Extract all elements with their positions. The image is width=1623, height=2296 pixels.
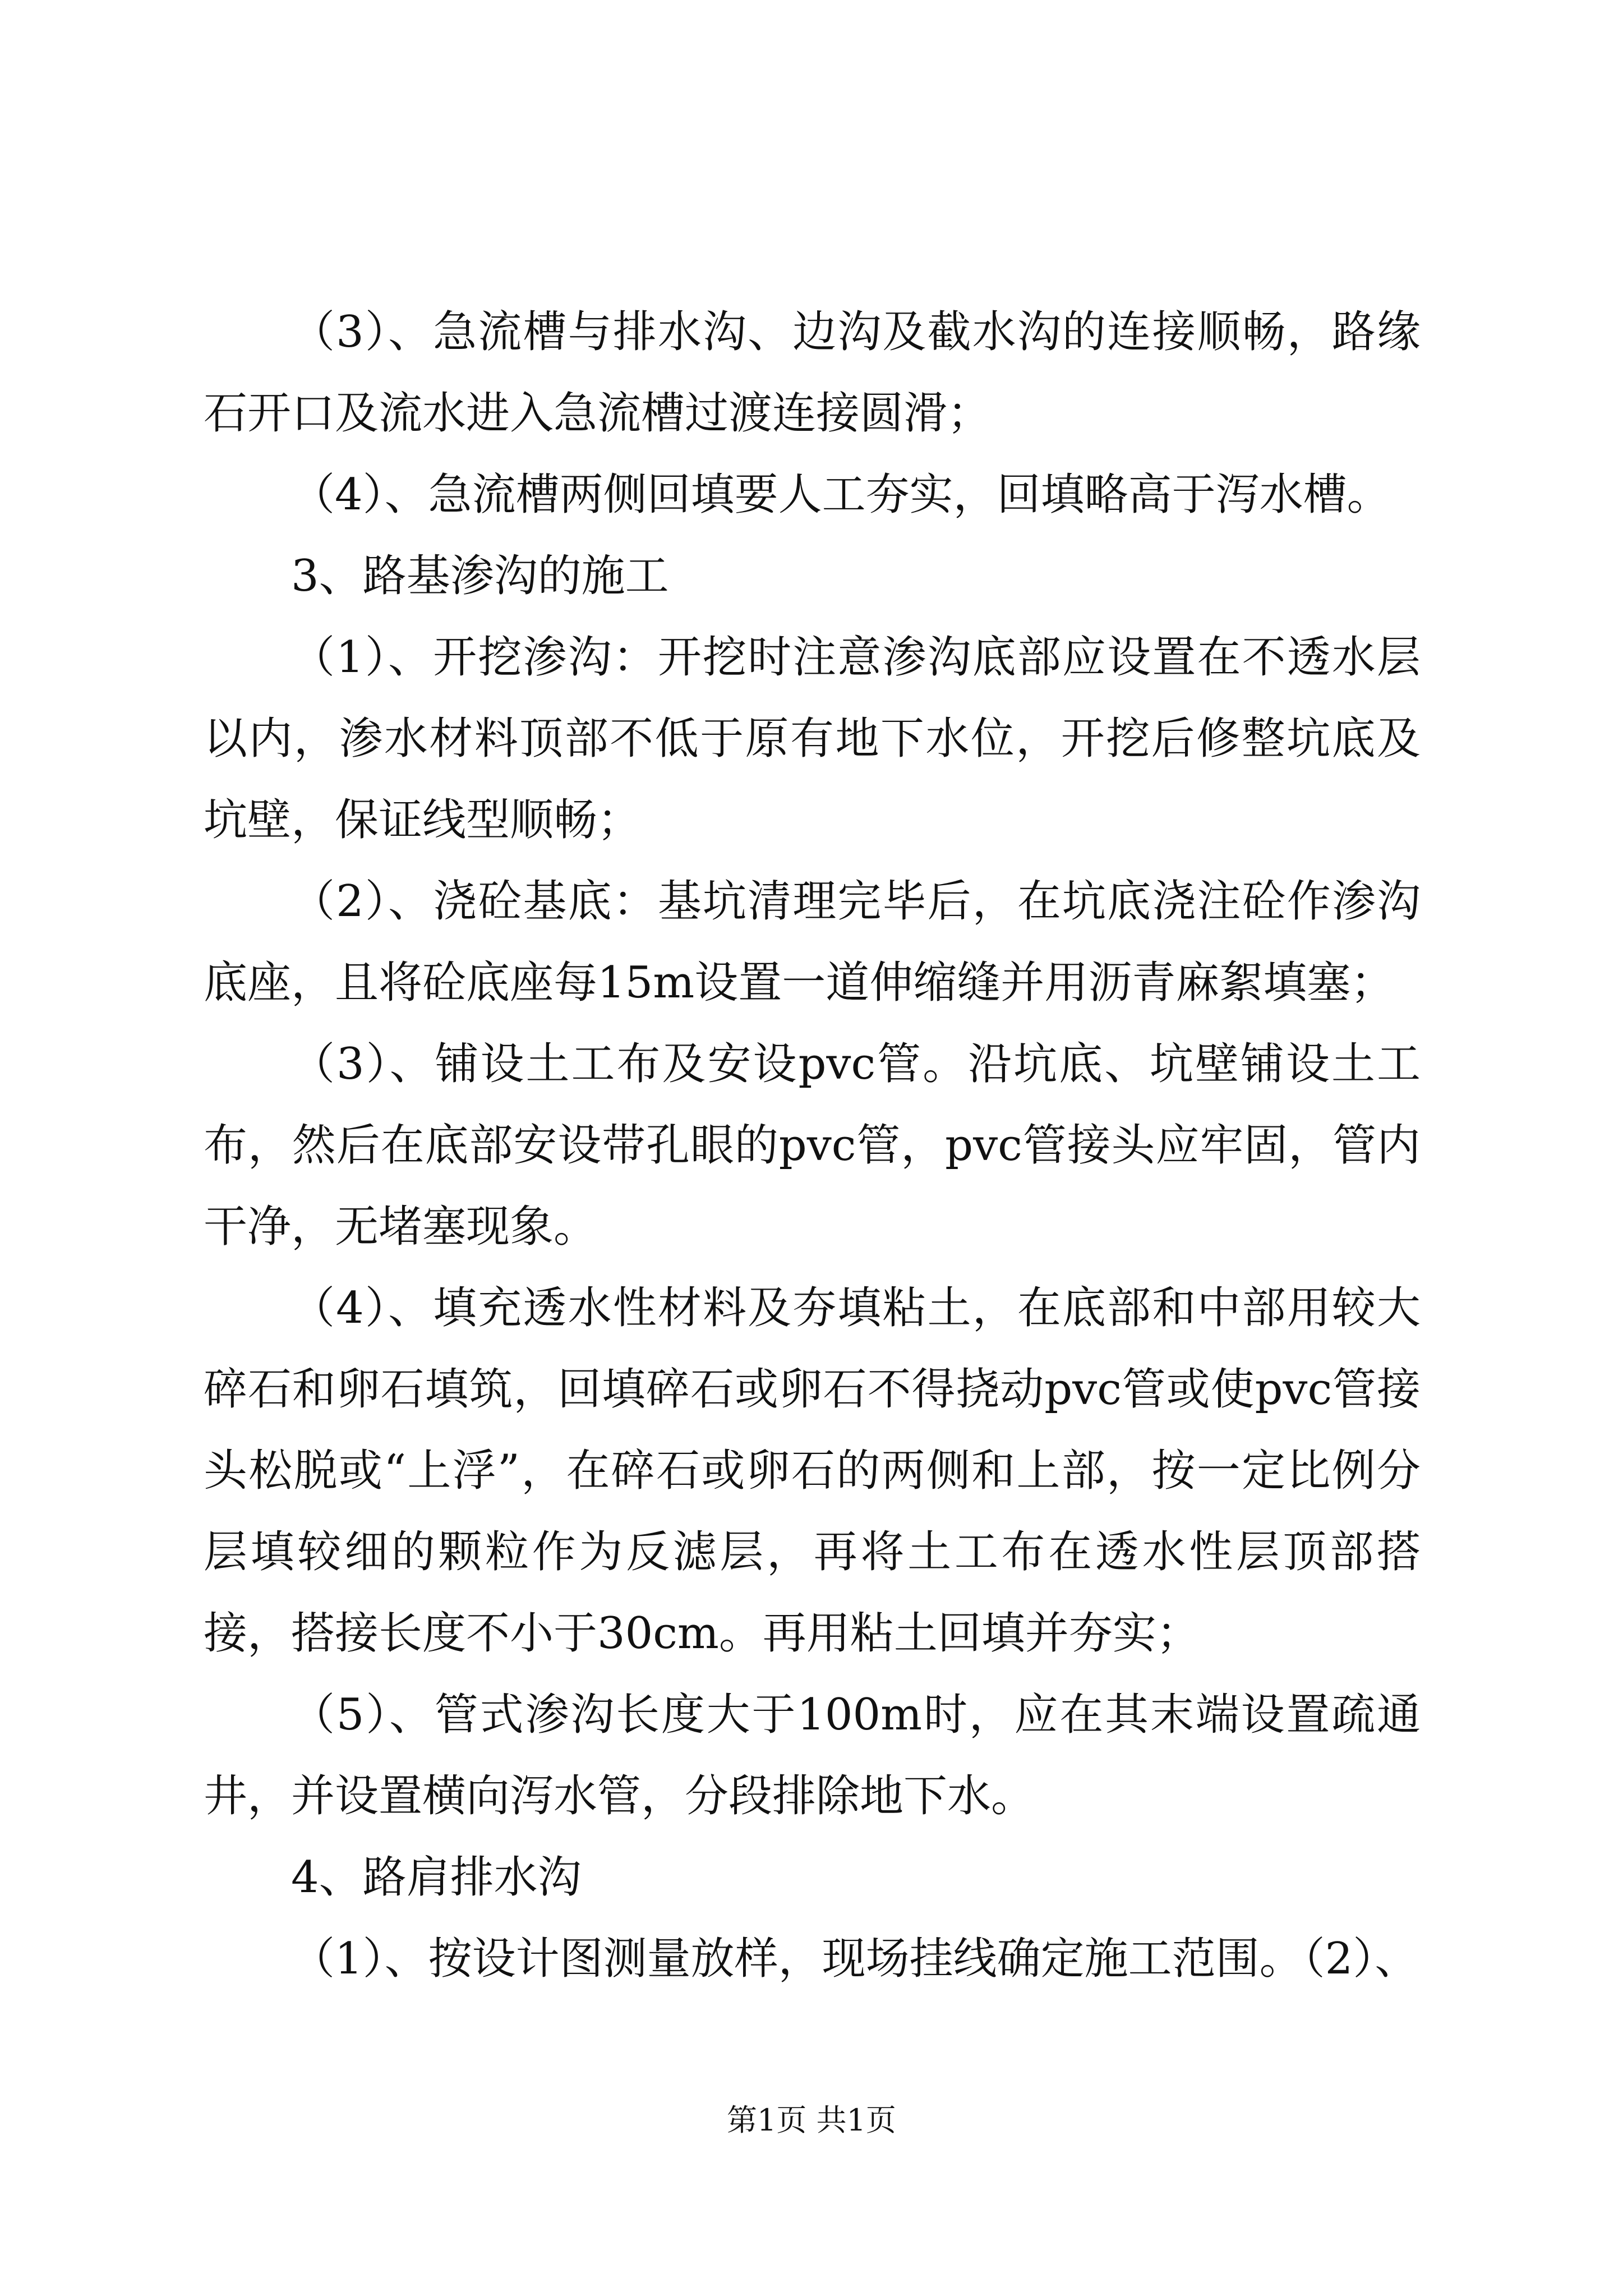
paragraph-geotextile-pvc: （3）、铺设土工布及安设pvc管。沿坑底、坑壁铺设土工布，然后在底部安设带孔眼的pvc管，pvc管接头应牢固，管内干净，无堵塞现象。: [204, 1039, 1421, 1252]
paragraph-rapid-trough-connection: （3）、急流槽与排水沟、边沟及截水沟的连接顺畅，路缘石开口及流水进入急流槽过渡连接圆滑；: [204, 307, 1421, 439]
paragraph-rapid-trough-backfill: （4）、急流槽两侧回填要人工夯实，回填略高于泻水槽。: [291, 470, 1391, 520]
paragraph-pipe-ditch-length: （5）、管式渗沟长度大于100m时，应在其末端设置疏通井，并设置横向泻水管，分段排除地下水。: [204, 1690, 1421, 1821]
paragraph-fill-permeable: （4）、填充透水性材料及夯填粘土，在底部和中部用较大碎石和卵石填筑，回填碎石或卵石不得挠动pvc管或使pvc管接头松脱或“上浮”，在碎石或卵石的两侧和上部，按一定比例分层填较细的颗粒作为反滤层，再将土工布在透水性层顶部搭接，搭接长度不小于30cm。再用粘土回填并夯实；: [204, 1283, 1421, 1659]
section-heading-shoulder-drain: 4、路肩排水沟: [291, 1852, 582, 1903]
page-number-footer: 第1页 共1页: [727, 2102, 896, 2138]
paragraph-survey-layout: （1）、按设计图测量放样，现场挂线确定施工范围。（2）、: [291, 1934, 1419, 1984]
document-body: [204, 292, 1421, 2000]
paragraph-excavate-ditch: （1）、开挖渗沟：开挖时注意渗沟底部应设置在不透水层以内，渗水材料顶部不低于原有地下水位，开挖后修整坑底及坑壁，保证线型顺畅；: [204, 632, 1421, 845]
paragraph-concrete-base: （2）、浇砼基底：基坑清理完毕后，在坑底浇注砼作渗沟底座，且将砼底座每15m设置一道伸缩缝并用沥青麻絮填塞；: [204, 876, 1421, 1008]
section-heading-seepage-ditch: 3、路基渗沟的施工: [291, 551, 669, 601]
